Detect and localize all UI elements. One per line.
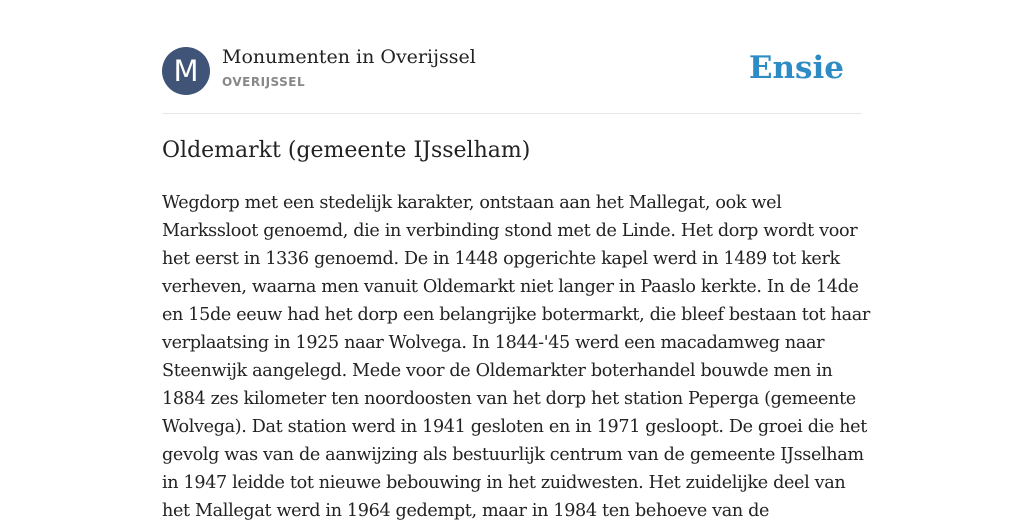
article-line: Steenwijk aangelegd. Mede voor de Oldemarkter boterhandel bouwde men in	[162, 361, 833, 381]
article-body	[162, 189, 870, 525]
article-line: verplaatsing in 1925 naar Wolvega. In 1844-'45 werd een macadamweg naar	[162, 333, 825, 353]
article-line: het eerst in 1336 genoemd. De in 1448 opgerichte kapel werd in 1489 tot kerk	[162, 249, 840, 269]
source-region: OVERIJSSEL	[222, 75, 306, 89]
article-line: in 1947 leidde tot nieuwe bebouwing in het zuidwesten. Het zuidelijke deel van	[162, 473, 846, 493]
article-line: en 15de eeuw had het dorp een belangrijke botermarkt, die bleef bestaan tot haar	[162, 305, 870, 325]
avatar[interactable]: M	[162, 47, 210, 95]
article-line: Wegdorp met een stedelijk karakter, ontstaan aan het Mallegat, ook wel	[162, 193, 782, 213]
article-line: Markssloot genoemd, die in verbinding stond met de Linde. Het dorp wordt voor	[162, 221, 858, 241]
article-line: Wolvega). Dat station werd in 1941 gesloten en in 1971 gesloopt. De groei die het	[162, 417, 867, 437]
source-header	[162, 46, 862, 96]
ensie-card	[162, 0, 870, 521]
source-title[interactable]: Monumenten in Overijssel	[222, 46, 476, 68]
article-line: gevolg was van de aanwijzing als bestuurlijk centrum van de gemeente IJsselham	[162, 445, 864, 465]
ensie-logo[interactable]: Ensie	[748, 50, 844, 86]
article-line: het Mallegat werd in 1964 gedempt, maar in 1984 ten behoeve van de	[162, 501, 770, 521]
article-line: verheven, waarna men vanuit Oldemarkt niet langer in Paaslo kerkte. In de 14de	[162, 277, 859, 297]
article-line: 1884 zes kilometer ten noordoosten van het dorp het station Peperga (gemeente	[162, 389, 856, 409]
divider	[162, 113, 862, 114]
article-title: Oldemarkt (gemeente IJsselham)	[162, 138, 531, 163]
